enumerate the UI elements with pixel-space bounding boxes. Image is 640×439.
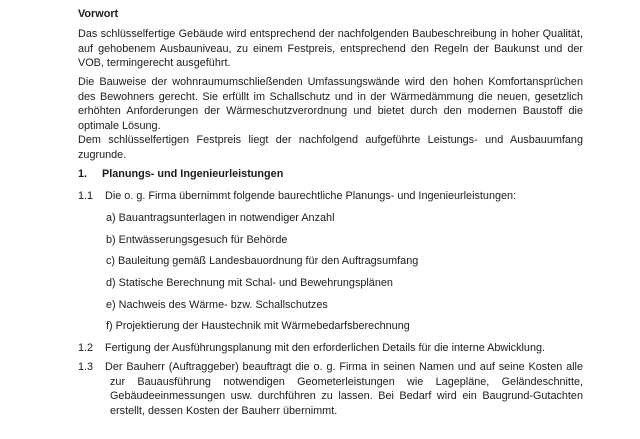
item-text: Fertigung der Ausführungsplanung mit den erforderlichen Details für die interne Abwicklung.: [105, 341, 546, 354]
subitem-d: d) Statische Berechnung mit Schal- und Bewehrungsplänen: [106, 276, 393, 289]
section-heading-label: Planungs- und Ingenieurleistungen: [102, 167, 284, 180]
list-item-1-1: [78, 189, 583, 203]
subitem-c: c) Bauleitung gemäß Landesbauordnung für den Auftragsumfang: [106, 255, 419, 268]
item-number: 1.3: [78, 361, 94, 374]
item-text: Die o. g. Firma übernimmt folgende baurechtliche Planungs- und Ingenieurleistungen:: [105, 190, 517, 203]
item-text: Der Bauherr (Auftraggeber) beauftragt die o. g. Firma in seinen Namen und auf seine Kosten alle zur Bauausführung notwendigen Geometerleistungen wie Lagepläne, Geländeschnitte, Gebäudeeinmessungen usw. durchführen zu lassen. Bei Bedarf wird ein Baugrund-Gutachten erstellt, dessen Kosten der Bauherr übernimmt.: [105, 361, 583, 417]
list-item-1-3: [78, 360, 583, 418]
paragraph-intro-2: Die Bauweise der wohnraumumschließenden Umfassungswände wird den hohen Komfortansprüchen des Bewohners gerecht. Sie erfüllt im Schallschutz und in der Wärmedämmung die neuen, gesetzlich erhöhten Anforderungen der Wärmeschutzverordnung und bietet durch den modernen Baustoff die optimale Lösung.: [78, 76, 583, 132]
section-number: 1.: [78, 167, 88, 180]
subitem-b: b) Entwässerungsgesuch für Behörde: [106, 233, 288, 246]
document-title: Vorwort: [78, 8, 119, 20]
subitem-a: a) Bauantragsunterlagen in notwendiger Anzahl: [106, 211, 335, 224]
section-heading: [78, 167, 583, 181]
list-item-1-2: [78, 341, 583, 355]
item-number: 1.1: [78, 190, 94, 203]
subitem-list: [106, 211, 583, 334]
paragraph-intro-3: Dem schlüsselfertigen Festpreis liegt der nachfolgend aufgeführte Leistungs- und Ausbauumfang zugrunde.: [78, 134, 583, 161]
subitem-e: e) Nachweis des Wärme- bzw. Schallschutzes: [106, 298, 328, 311]
paragraph-intro-1: Das schlüsselfertige Gebäude wird entsprechend der nachfolgenden Baubeschreibung in hoher Qualität, auf gehobenem Ausbauniveau, zu einem Festpreis, entsprechend den Regeln der Baukunst und der VOB, termingerecht ausgeführt.: [78, 28, 583, 70]
item-number: 1.2: [78, 341, 94, 354]
subitem-f: f) Projektierung der Haustechnik mit Wärmebedarfsberechnung: [106, 320, 410, 333]
document-content: [78, 7, 583, 418]
